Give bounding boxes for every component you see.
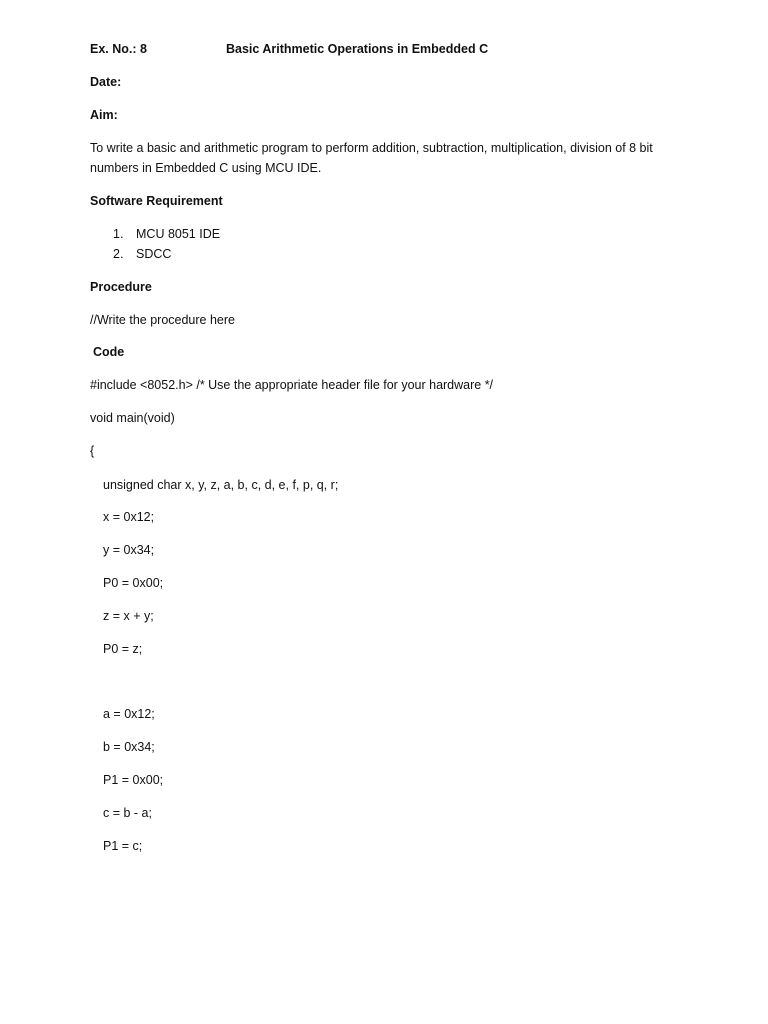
aim-text-line-1: To write a basic and arithmetic program to perform addition, subtraction, multiplication, division of 8 bit (90, 141, 653, 155)
code-line: c = b - a; (103, 806, 152, 820)
aim-text-line-2: numbers in Embedded C using MCU IDE. (90, 161, 322, 175)
code-line: z = x + y; (103, 609, 154, 623)
procedure-heading: Procedure (90, 280, 152, 294)
code-include-line: #include <8052.h> /* Use the appropriate header file for your hardware */ (90, 378, 494, 392)
list-item-number: 2. (113, 247, 124, 261)
code-open-brace: { (90, 444, 95, 458)
code-heading: Code (93, 345, 125, 359)
code-line: P1 = c; (103, 839, 143, 853)
code-main-declaration: void main(void) (90, 411, 175, 425)
software-requirement-heading: Software Requirement (90, 194, 223, 208)
list-item: SDCC (136, 247, 172, 261)
code-line: P0 = z; (103, 642, 143, 656)
procedure-text: //Write the procedure here (90, 313, 235, 327)
aim-label: Aim: (90, 108, 118, 122)
code-line: unsigned char x, y, z, a, b, c, d, e, f, p, q, r; (103, 478, 339, 492)
code-line: P1 = 0x00; (103, 773, 164, 787)
code-line: a = 0x12; (103, 707, 155, 721)
code-line: x = 0x12; (103, 510, 155, 524)
list-item-number: 1. (113, 227, 124, 241)
list-item: MCU 8051 IDE (136, 227, 221, 241)
code-line: b = 0x34; (103, 740, 155, 754)
code-line: y = 0x34; (103, 543, 155, 557)
code-line: P0 = 0x00; (103, 576, 164, 590)
exercise-number: Ex. No.: 8 (90, 42, 147, 56)
document-title: Basic Arithmetic Operations in Embedded C (226, 42, 489, 56)
date-label: Date: (90, 75, 122, 89)
